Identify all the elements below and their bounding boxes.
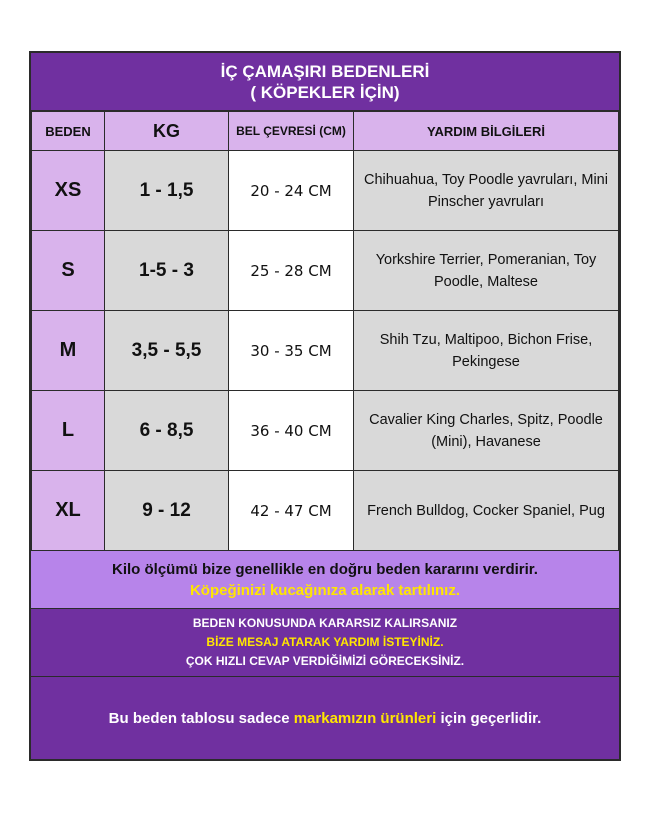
waist-cell: 20 - 24 CM [229,151,354,231]
header-help: YARDIM BİLGİLERİ [354,112,619,151]
kg-cell: 1-5 - 3 [105,231,229,311]
waist-cell: 25 - 28 CM [229,231,354,311]
table-header-row [32,112,619,151]
size-cell: L [32,391,105,471]
size-table [31,111,619,551]
weighing-note-line-1: Kilo ölçümü bize genellikle en doğru beden kararını verdirir. [112,560,538,578]
title-line-2: ( KÖPEKLER İÇİN) [250,82,400,102]
header-size: BEDEN [32,112,105,151]
kg-cell: 9 - 12 [105,471,229,551]
size-cell: S [32,231,105,311]
validity-note [31,677,619,759]
table-row [32,151,619,231]
kg-cell: 6 - 8,5 [105,391,229,471]
header-kg: KG [105,112,229,151]
help-note-line-3: ÇOK HIZLI CEVAP VERDİĞİMİZİ GÖRECEKSİNİZ. [185,654,465,668]
table-row [32,391,619,471]
help-cell: Chihuahua, Toy Poodle yavruları, Mini Pinscher yavruları [354,151,619,231]
help-message-note [31,609,619,677]
help-cell: Cavalier King Charles, Spitz, Poodle (Mini), Havanese [354,391,619,471]
help-cell: Shih Tzu, Maltipoo, Bichon Frise, Pekingese [354,311,619,391]
validity-note-highlight: markamızın ürünleri [293,709,437,727]
title-line-1: İÇ ÇAMAŞIRI BEDENLERİ [220,61,430,81]
kg-cell: 3,5 - 5,5 [105,311,229,391]
validity-note-before: Bu beden tablosu sadece [108,709,290,727]
help-note-line-2: BİZE MESAJ ATARAK YARDIM İSTEYİNİZ. [206,635,444,649]
waist-cell: 42 - 47 CM [229,471,354,551]
help-note-line-1: BEDEN KONUSUNDA KARARSIZ KALIRSANIZ [192,616,458,630]
waist-cell: 30 - 35 CM [229,311,354,391]
help-cell: French Bulldog, Cocker Spaniel, Pug [354,471,619,551]
waist-cell: 36 - 40 CM [229,391,354,471]
validity-note-after: için geçerlidir. [440,709,542,727]
header-waist: BEL ÇEVRESİ (CM) [229,112,354,151]
help-cell: Yorkshire Terrier, Pomeranian, Toy Poodle, Maltese [354,231,619,311]
size-cell: M [32,311,105,391]
kg-cell: 1 - 1,5 [105,151,229,231]
table-row [32,471,619,551]
size-cell: XS [32,151,105,231]
table-row [32,311,619,391]
size-chart [29,51,621,761]
table-row [32,231,619,311]
chart-title [31,53,619,111]
weighing-note-line-2: Köpeğinizi kucağınıza alarak tartılınız. [189,581,461,599]
size-cell: XL [32,471,105,551]
weighing-note [31,551,619,609]
